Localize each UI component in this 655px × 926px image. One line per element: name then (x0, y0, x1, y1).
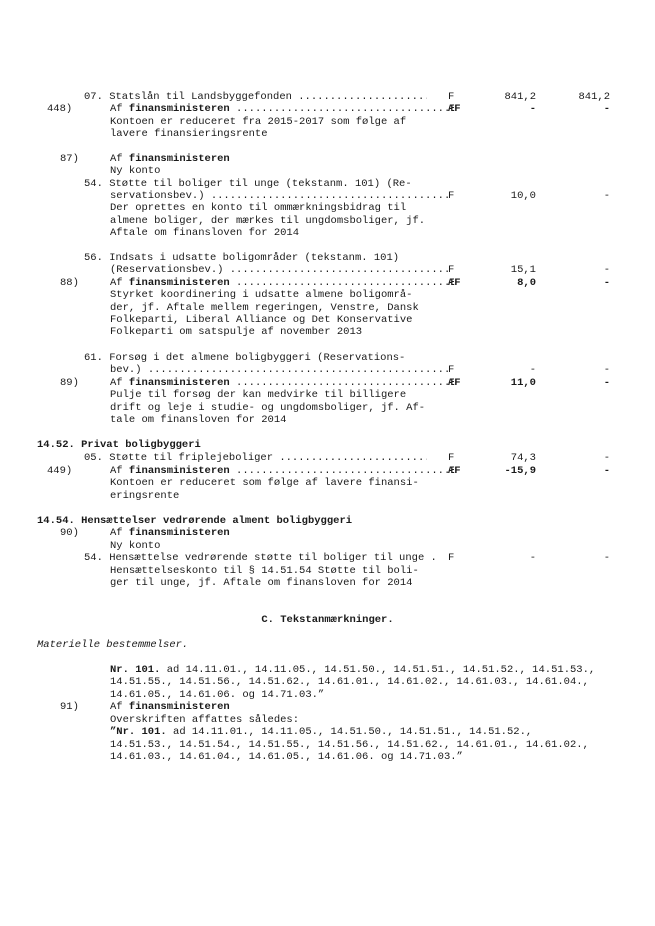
code-ae: ÆF (448, 277, 461, 289)
account-line-cont: (Reservationsbev.) ..... (110, 264, 450, 276)
value-col2: - (603, 552, 610, 564)
account-line-54: 54. Støtte til boliger til unge (tekstanm. 101) (Re- (84, 178, 412, 190)
amendment-line: Af finansministeren ..... (110, 377, 450, 389)
code-f: F (448, 264, 455, 276)
footnote-ref: 449) (47, 465, 73, 477)
account-line-cont: bev.) ..... (110, 364, 450, 376)
new-account-label: Ny konto (110, 165, 161, 177)
value-col1: 841,2 (504, 91, 536, 103)
amendment-line: Af finansministeren (110, 153, 230, 165)
value-col1: - (529, 552, 536, 564)
note-text: Pulje til forsøg der kan medvirke til billigere (110, 389, 407, 401)
value-col1: - (529, 364, 536, 376)
value-col2: - (603, 103, 610, 115)
note-text: lavere finansieringsrente (110, 128, 268, 140)
value-col1: -15,9 (504, 465, 536, 477)
part-subtitle: Materielle bestemmelser. (37, 639, 189, 651)
note-text: Aftale om finansloven for 2014 (110, 227, 300, 239)
note-text: Kontoen er reduceret fra 2015-2017 som følge af (110, 116, 407, 128)
quoted-heading-line: ”Nr. 101. ad 14.11.01., 14.11.05., 14.51.50., 14.51.51., 14.51.52., (110, 726, 533, 738)
nr-101-line: Nr. 101. ad 14.11.01., 14.11.05., 14.51.50., 14.51.51., 14.51.52., 14.51.53., (110, 664, 596, 676)
value-col1: 8,0 (517, 277, 536, 289)
value-col2: - (603, 377, 610, 389)
code-f: F (448, 364, 455, 376)
value-col2: - (603, 264, 610, 276)
code-f: F (448, 190, 455, 202)
code-ae: ÆF (448, 377, 461, 389)
note-text: Hensættelseskonto til § 14.51.54 Støtte til boli- (110, 565, 419, 577)
nr-101-line: 14.51.55., 14.51.56., 14.51.62., 14.61.01., 14.61.02., 14.61.03., 14.61.04., (110, 676, 589, 688)
note-text: ger til unge, jf. Aftale om finansloven for 2014 (110, 577, 413, 589)
amendment-line: Af finansministeren ..... (110, 103, 450, 115)
note-text: eringsrente (110, 490, 180, 502)
code-ae: ÆF (448, 465, 461, 477)
note-text: drift og leje i studie- og ungdomsboliger, jf. Af- (110, 402, 426, 414)
part-title: C. Tekstanmærkninger. (261, 614, 394, 626)
note-text: tale om finansloven for 2014 (110, 414, 287, 426)
note-text: Der oprettes en konto til ommærkningsbidrag til (110, 202, 407, 214)
value-col1: 10,0 (510, 190, 536, 202)
section-heading: 14.54. Hensættelser vedrørende alment boligbyggeri (37, 515, 353, 527)
section-heading: 14.52. Privat boligbyggeri (37, 439, 201, 451)
account-line-05: 05. Støtte til friplejeboliger ..... (84, 452, 427, 464)
value-col2: - (603, 364, 610, 376)
account-line-54: 54. Hensættelse vedrørende støtte til boliger til unge . (84, 552, 437, 564)
account-line-61: 61. Forsøg i det almene boligbyggeri (Reservations- (84, 352, 406, 364)
code-f: F (448, 452, 455, 464)
account-line-cont: servationsbev.) ..... (110, 190, 450, 202)
value-col2: 841,2 (578, 91, 610, 103)
value-col1: 74,3 (510, 452, 536, 464)
note-text: Folkeparti, Liberal Alliance og Det Konservative (110, 314, 413, 326)
footnote-ref: 87) (60, 153, 79, 165)
note-text: Styrket koordinering i udsatte almene boligområ- (110, 289, 413, 301)
value-col2: - (603, 465, 610, 477)
quoted-heading-line: 14.61.03., 14.61.04., 14.61.05., 14.61.06. og 14.71.03.” (110, 751, 463, 763)
value-col1: 11,0 (510, 377, 536, 389)
value-col2: - (603, 190, 610, 202)
note-text: Kontoen er reduceret som følge af lavere finansi- (110, 477, 419, 489)
value-col2: - (603, 277, 610, 289)
note-text: almene boliger, der mærkes til ungdomsboliger, jf. (110, 215, 426, 227)
code-f: F (448, 91, 455, 103)
account-line-56: 56. Indsats i udsatte boligområder (tekstanm. 101) (84, 252, 400, 264)
footnote-ref: 88) (60, 277, 79, 289)
note-text: der, jf. Aftale mellem regeringen, Venstre, Dansk (110, 302, 419, 314)
value-col1: - (529, 103, 536, 115)
footnote-ref: 90) (60, 527, 79, 539)
amendment-line: Af finansministeren ..... (110, 465, 450, 477)
note-text: Folkeparti om satspulje af november 2013 (110, 326, 363, 338)
code-ae: ÆF (448, 103, 461, 115)
new-account-label: Ny konto (110, 540, 161, 552)
footnote-ref: 91) (60, 701, 79, 713)
amendment-line: Af finansministeren ..... (110, 277, 450, 289)
footnote-ref: 89) (60, 377, 79, 389)
amendment-line: Af finansministeren (110, 701, 230, 713)
footnote-ref: 448) (47, 103, 73, 115)
nr-101-line: 14.61.05., 14.61.06. og 14.71.03.” (110, 689, 325, 701)
quoted-heading-line: 14.51.53., 14.51.54., 14.51.55., 14.51.56., 14.51.62., 14.61.01., 14.61.02., (110, 739, 589, 751)
code-f: F (448, 552, 455, 564)
heading-change-text: Overskriften affattes således: (110, 714, 300, 726)
account-line-07: 07. Statslån til Landsbyggefonden ..... (84, 91, 427, 103)
amendment-line: Af finansministeren (110, 527, 230, 539)
value-col1: 15,1 (510, 264, 536, 276)
value-col2: - (603, 452, 610, 464)
